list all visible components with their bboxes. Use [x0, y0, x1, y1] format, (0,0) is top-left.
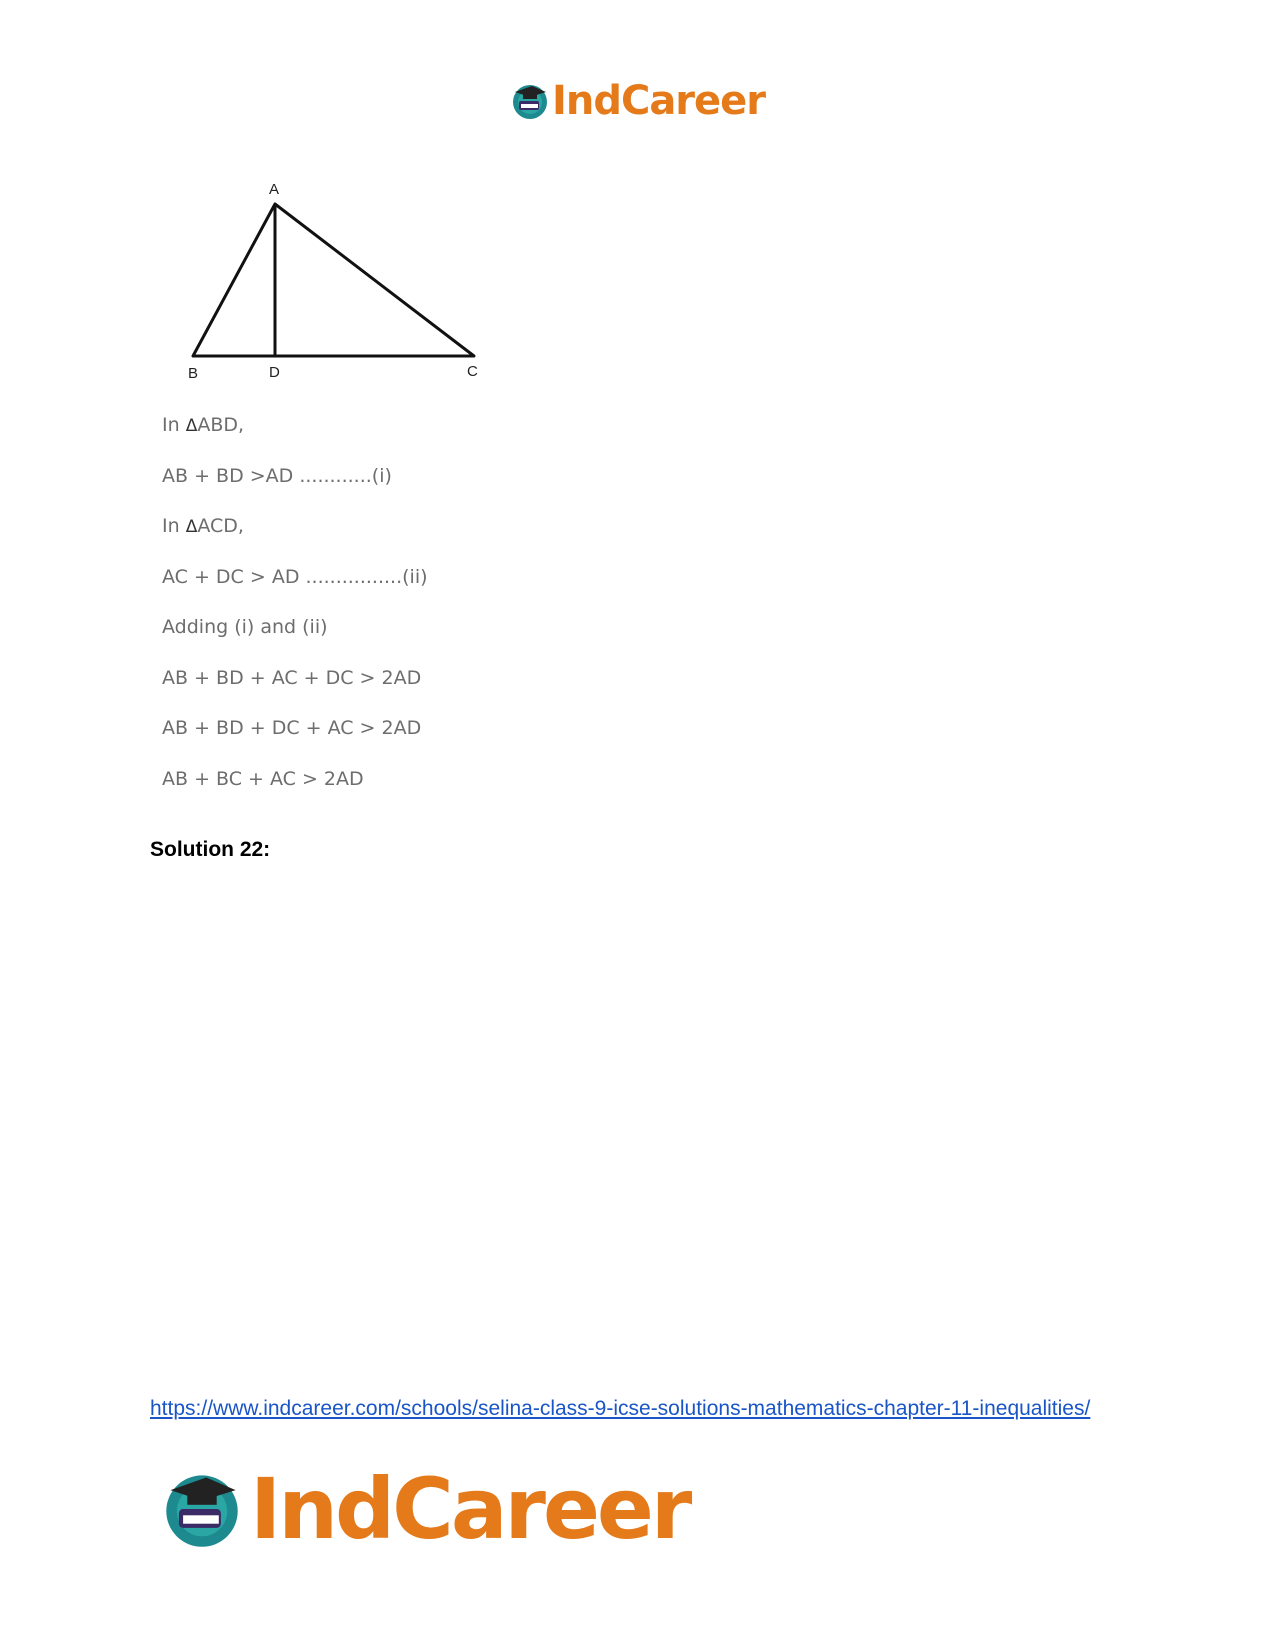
- footer-url-link[interactable]: https://www.indcareer.com/schools/selina-class-9-icse-solutions-mathematics-chapter-11-inequalities/: [150, 1397, 1091, 1420]
- step-text: ACD,: [197, 515, 244, 537]
- step-line: [162, 616, 428, 667]
- solution-steps: [162, 414, 428, 818]
- step-text: AC + DC > AD ................(ii): [162, 565, 428, 588]
- vertex-label-b: B: [188, 365, 199, 382]
- triangle-symbol: Δ: [185, 517, 198, 537]
- step-line: [162, 414, 428, 465]
- step-line: [162, 667, 428, 718]
- graduation-globe-icon: [510, 81, 550, 121]
- step-text: AB + BC + AC > 2AD: [162, 767, 364, 790]
- step-text: AB + BD + AC + DC > 2AD: [162, 666, 422, 689]
- step-line: [162, 465, 428, 516]
- triangle-abc: [193, 204, 474, 356]
- step-line: [162, 515, 428, 566]
- vertex-label-c: C: [467, 363, 478, 380]
- step-text: Adding (i) and (ii): [162, 616, 328, 638]
- step-prefix: In: [162, 515, 180, 537]
- vertex-label-d: D: [269, 364, 280, 381]
- vertex-label-a: A: [269, 181, 280, 198]
- step-text: AB + BD >AD ............(i): [162, 464, 392, 487]
- step-text: ABD,: [197, 414, 245, 436]
- step-prefix: In: [162, 414, 180, 436]
- triangle-diagram: [176, 178, 496, 388]
- step-line: [162, 768, 428, 819]
- solution-heading: Solution 22:: [150, 838, 271, 861]
- step-text: AB + BD + DC + AC > 2AD: [162, 717, 422, 739]
- header-logo: [0, 78, 1275, 124]
- footer-logo: [160, 1460, 689, 1558]
- graduation-globe-icon: [160, 1467, 244, 1551]
- logo-wordmark: IndCareer: [551, 78, 766, 124]
- logo-wordmark: IndCareer: [250, 1460, 690, 1558]
- triangle-symbol: Δ: [185, 416, 198, 436]
- step-line: [162, 566, 428, 617]
- step-line: [162, 717, 428, 768]
